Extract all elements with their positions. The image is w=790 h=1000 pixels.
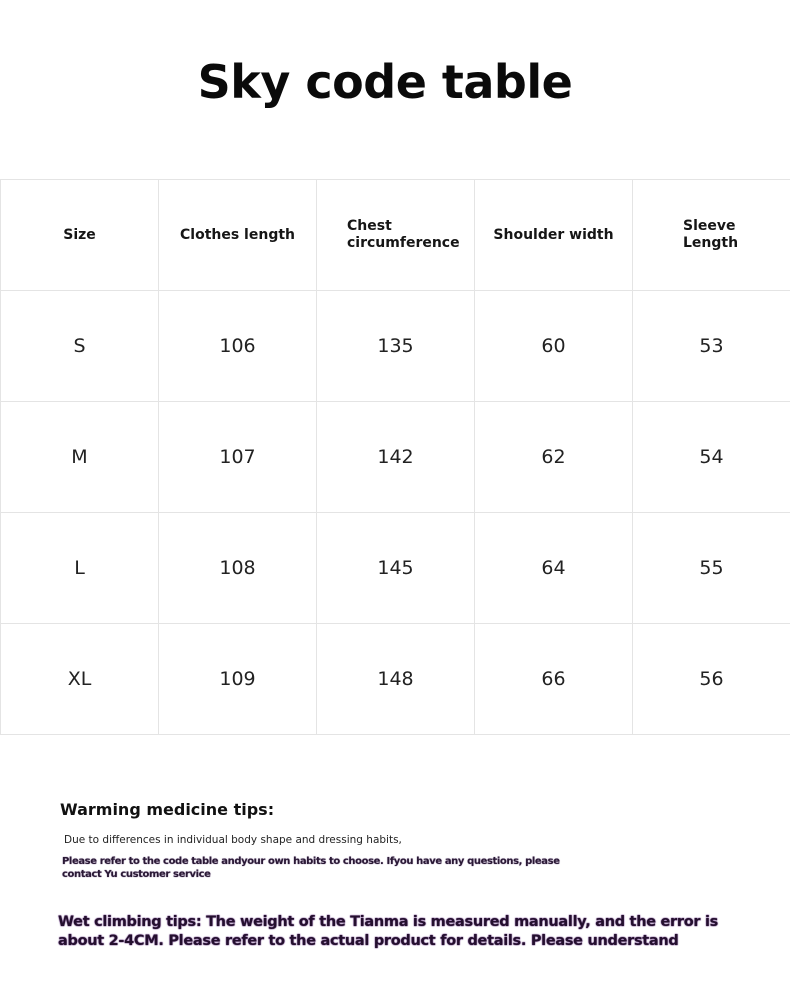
cell-chest-circumference: 148 — [317, 624, 475, 735]
cell-shoulder-width: 66 — [475, 624, 633, 735]
size-table — [0, 179, 790, 735]
wet-climbing-tips: Wet climbing tips: The weight of the Tianma is measured manually, and the error is about 2-4CM. Please refer to the actual product for details. Please understand — [58, 914, 718, 949]
cell-sleeve-length: 53 — [633, 291, 790, 402]
cell-shoulder-width: 64 — [475, 513, 633, 624]
cell-size: M — [1, 402, 159, 513]
cell-size: XL — [1, 624, 159, 735]
table-row — [1, 402, 790, 513]
cell-sleeve-length: 54 — [633, 402, 790, 513]
header-chest-label-line2: circumference — [347, 235, 460, 251]
cell-clothes-length: 109 — [159, 624, 317, 735]
cell-chest-circumference: 135 — [317, 291, 475, 402]
header-chest-circumference — [317, 180, 475, 291]
table-row — [1, 291, 790, 402]
cell-clothes-length: 107 — [159, 402, 317, 513]
header-sleeve-length — [633, 180, 790, 291]
cell-size: S — [1, 291, 159, 402]
header-size-label: Size — [63, 226, 96, 243]
tips-line-2: Please refer to the code table andyour own habits to choose. Ifyou have any questions, please contact Yu customer service — [62, 856, 560, 880]
header-clothes-length-label: Clothes length — [180, 226, 295, 243]
cell-shoulder-width: 62 — [475, 402, 633, 513]
header-shoulder-width — [475, 180, 633, 291]
table-row — [1, 513, 790, 624]
cell-sleeve-length: 56 — [633, 624, 790, 735]
cell-shoulder-width: 60 — [475, 291, 633, 402]
cell-clothes-length: 108 — [159, 513, 317, 624]
header-shoulder-width-label: Shoulder width — [493, 226, 614, 243]
cell-chest-circumference: 142 — [317, 402, 475, 513]
table-row — [1, 624, 790, 735]
tips-heading: Warming medicine tips: — [60, 800, 275, 819]
cell-clothes-length: 106 — [159, 291, 317, 402]
table-header-row — [1, 180, 790, 291]
tips-line-1: Due to differences in individual body shape and dressing habits, — [64, 834, 402, 846]
header-chest-label-line1: Chest — [347, 218, 392, 234]
cell-size: L — [1, 513, 159, 624]
page-title: Sky code table — [197, 55, 573, 109]
header-size — [1, 180, 159, 291]
cell-sleeve-length: 55 — [633, 513, 790, 624]
cell-chest-circumference: 145 — [317, 513, 475, 624]
header-sleeve-label-line2: Length — [683, 235, 739, 251]
header-clothes-length — [159, 180, 317, 291]
header-sleeve-label-line1: Sleeve — [683, 218, 736, 234]
